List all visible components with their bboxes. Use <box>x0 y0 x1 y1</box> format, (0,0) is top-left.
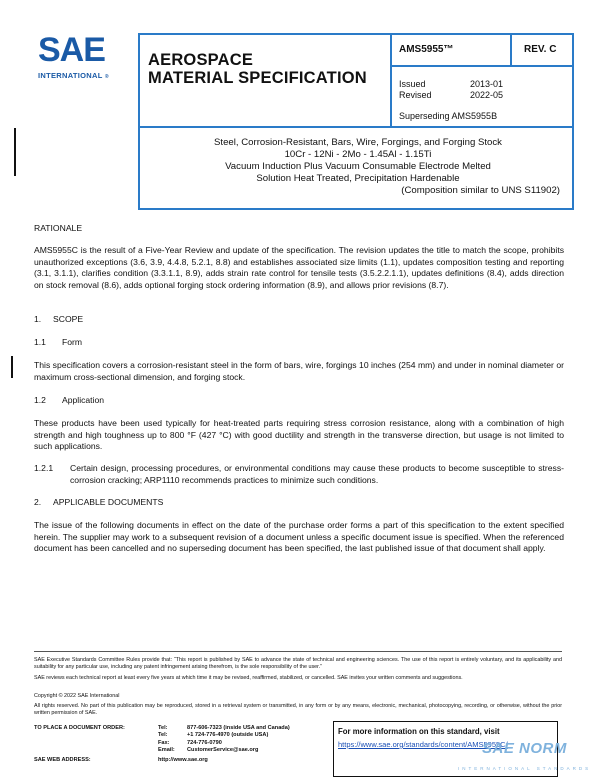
section-2-title: APPLICABLE DOCUMENTS <box>53 497 164 507</box>
divider <box>138 126 574 128</box>
watermark-subtitle: INTERNATIONAL STANDARDS <box>458 766 592 771</box>
divider <box>390 33 392 127</box>
web-label: SAE WEB ADDRESS: <box>34 757 91 763</box>
tel-inside-usa: 877-606-7323 (inside USA and Canada) <box>187 725 290 731</box>
watermark: SAE NORM <box>482 740 567 757</box>
rationale-text: AMS5955C is the result of a Five-Year Review and update of the specification. The revision updates the title to match the scope, prohibits unauthorized exceptions (3.6, 3.9, 4.4.8, 5.2.1, 8.8) and establishes associated size limits (1.1), updates composition testing and reporting (3.1, 3.1.1), clarifies condition (3.3.1.1, 8.9), adds strain rate control for tensile tests (3.5.2.2.1.1), updates definitions (8.4), adds direction on stock removal (8.6), adds optional forging stock ordering information (8.9), and allows prior revisions (8.7). <box>34 245 564 290</box>
web-address[interactable]: http://www.sae.org <box>158 757 208 763</box>
section-1-number: 1. <box>34 314 42 324</box>
email-address[interactable]: CustomerService@sae.org <box>187 747 259 753</box>
sae-logo-subtitle: INTERNATIONAL ® <box>38 71 109 80</box>
fax-label: Fax: <box>158 740 170 746</box>
footer-rights: All rights reserved. No part of this publication may be reproduced, stored in a retrieval system or transmitted, in any form or by any means, electronic, mechanical, photocopying, recording, or otherwise, without the prior written permission of SAE. <box>34 703 562 716</box>
divider <box>510 33 512 66</box>
section-1-1-title: Form <box>62 337 83 347</box>
footer-rule <box>34 651 562 652</box>
issued-label: Issued <box>399 79 426 89</box>
section-1-2-1-number: 1.2.1 <box>34 463 54 473</box>
tel-outside-usa: +1 724-776-4970 (outside USA) <box>187 732 269 738</box>
tel-label: Tel: <box>158 732 168 738</box>
revised-date: 2022-05 <box>470 90 504 100</box>
section-1-1-text: This specification covers a corrosion-resistant steel in the form of bars, wire, forgings 10 inches (254 mm) and under in nominal diameter or maximum cross-sectional dimension, and forging stock. <box>34 360 564 382</box>
tel-label: Tel: <box>158 725 168 731</box>
section-2-text: The issue of the following documents in effect on the date of the purchase order forms a part of this specification to the extent specified herein. The supplier may work to a subsequent revision of a document unless a specific document issue is specified. When the referenced document has been cancelled and no superseding document has been specified, the last published issue of that document shall apply. <box>34 520 564 553</box>
revised-label: Revised <box>399 90 432 100</box>
divider <box>390 65 574 67</box>
footer-review-note: SAE reviews each technical report at least every five years at which time it may be revised, reaffirmed, stabilized, or cancelled. SAE invites your written comments and suggestions. <box>34 675 463 681</box>
section-1-title: SCOPE <box>53 314 84 324</box>
footer-disclaimer: SAE Executive Standards Committee Rules provide that: “This report is published by SAE to advance the state of technical and engineering sciences. The use of this report is entirely voluntary, and its applicability and suitability for any particular use, including any patent infringement arising therefrom, is the sole responsibility of the user.” <box>34 657 562 670</box>
section-1-1-number: 1.1 <box>34 337 46 347</box>
change-bar <box>11 356 13 378</box>
more-info-title: For more information on this standard, visit <box>338 727 500 736</box>
document-subject: Steel, Corrosion-Resistant, Bars, Wire, Forgings, and Forging Stock 10Cr - 12Ni - 2Mo - 1.45Al - 1.15Ti Vacuum Induction Plus Vacuum Consumable Electrode Melted Solution Heat Treated, Precipitation Hardenable (Composition similar to UNS S11902) <box>214 137 560 196</box>
rationale-heading: RATIONALE <box>34 223 83 233</box>
standard-link[interactable]: https://www.sae.org/standards/content/AMS5955C/ <box>338 740 508 749</box>
issued-date: 2013-01 <box>470 79 504 89</box>
footer-copyright: Copyright © 2022 SAE International <box>34 693 120 699</box>
fax-number: 724-776-0790 <box>187 740 222 746</box>
change-bar <box>14 128 16 176</box>
revision-label: REV. C <box>524 44 557 55</box>
section-1-2-text: These products have been used typically for heat-treated parts requiring stress corrosion resistance, along with a combination of high strength and high toughness up to 800 °F (427 °C) with good ductility and strength in the transverse direction, but usage is not limited to such applications. <box>34 418 564 451</box>
order-label: TO PLACE A DOCUMENT ORDER: <box>34 725 125 731</box>
document-number: AMS5955™ <box>399 44 454 55</box>
section-1-2-title: Application <box>62 395 105 405</box>
email-label: Email: <box>158 747 175 753</box>
superseding-note: Superseding AMS5955B <box>399 111 498 121</box>
sae-logo: SAE <box>38 31 105 69</box>
section-2-number: 2. <box>34 497 42 507</box>
section-1-2-1-text: Certain design, processing procedures, or environmental conditions may cause these products to become susceptible to stress-corrosion cracking; ARP1110 recommends practices to minimize such conditions. <box>70 463 564 485</box>
document-type-title: AEROSPACE MATERIAL SPECIFICATION <box>148 51 367 87</box>
section-1-2-number: 1.2 <box>34 395 46 405</box>
